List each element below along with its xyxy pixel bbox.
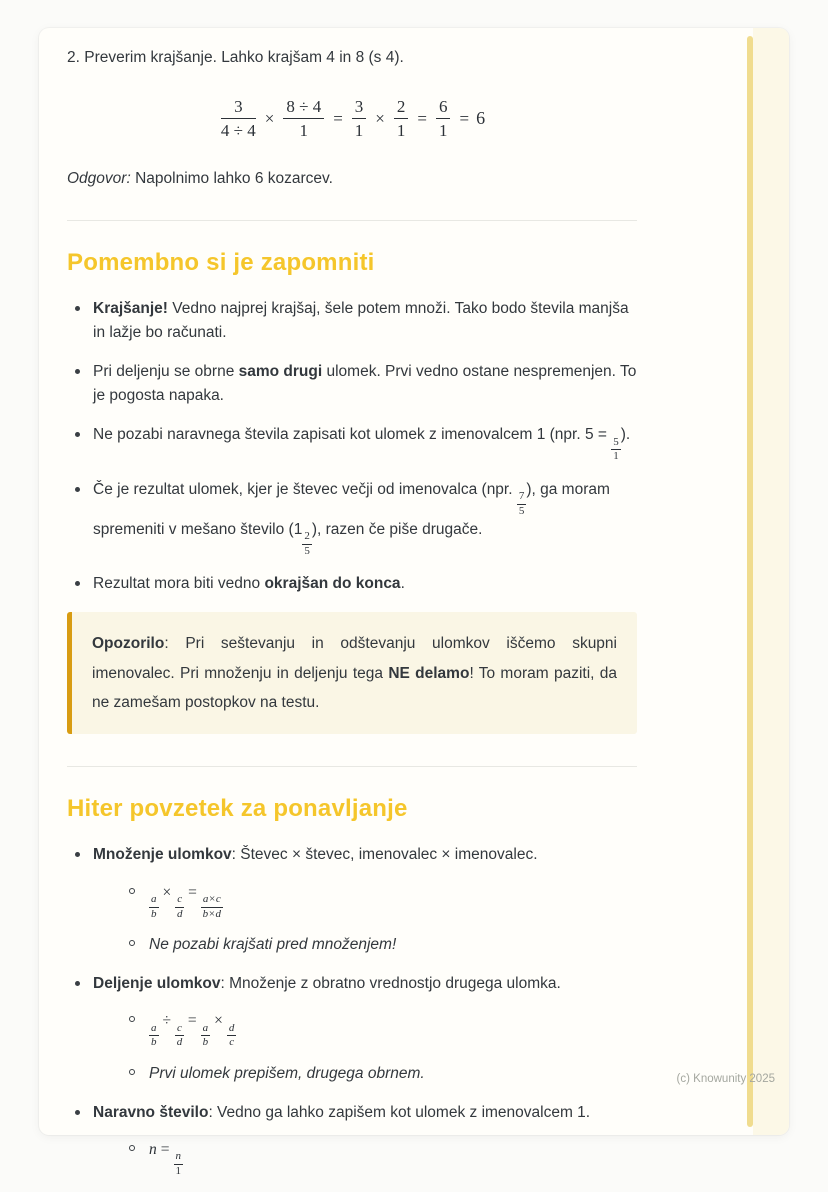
section-title-summary: Hiter povzetek za ponavljanje: [67, 795, 408, 823]
math-formula: [149, 883, 223, 920]
bullet-dot-icon: [75, 306, 80, 311]
math-formula: n = $\frac{n}{1}$: [149, 1140, 181, 1177]
times-operator: ×: [264, 108, 275, 128]
divider: [67, 220, 637, 221]
fraction: $\frac{a\times c}{b\times d}$: [202, 893, 222, 920]
fraction: $\frac{a}{b}$: [151, 893, 157, 920]
warning-callout: Opozorilo: Pri seštevanju in odštevanju ulomkov iščemo skupni imenovalec. Pri množenju in deljenju tega NE delamo! To moram paziti, da ne zamešam postopkov na testu.: [67, 612, 637, 734]
sub-list-item: [123, 881, 637, 921]
fraction: $\frac{d}{c}$: [228, 1021, 235, 1049]
math-formula: [149, 1012, 236, 1049]
equals-operator: =: [188, 883, 197, 901]
answer-text: Napolnimo lahko 6 kozarcev.: [130, 170, 333, 188]
list-item: Množenje ulomkov: Števec × števec, imenovalec × imenovalec. $\frac{a}{b}$ × $\frac{c}{d}$ = $\frac{a\times c}{b\times d}$ Ne pozabi krajšati pred množenjem!: [67, 843, 637, 957]
section-title-important: Pomembno si je zapomniti: [67, 249, 375, 277]
times-operator: ×: [375, 108, 385, 128]
note-text: Ne pozabi krajšati pred množenjem!: [149, 936, 397, 954]
bullet-dot-icon: [75, 487, 80, 492]
page-edge-bar: [747, 36, 753, 1127]
fraction: $\frac{n}{1}$: [175, 1150, 181, 1177]
sub-list-item: [123, 1062, 637, 1086]
fraction: $\frac{c}{d}$: [176, 893, 183, 920]
list-item: Naravno število: Vedno ga lahko zapišem kot ulomek z imenovalcem 1. n = $\frac{n}{1}$: [67, 1101, 637, 1178]
formula-result: 6: [476, 108, 486, 129]
sub-list-item: [123, 1009, 637, 1049]
fraction: $\frac{7}{5}$: [518, 490, 525, 518]
bullet-dot-icon: [75, 432, 80, 437]
equals-operator: =: [160, 1140, 170, 1158]
step-text: 2. Preverim krajšanje. Lahko krajšam 4 in 8 (s 4).: [67, 49, 404, 66]
display-formula: [67, 97, 637, 140]
equals-operator: =: [417, 108, 427, 128]
bullet-dot-icon: [75, 1110, 80, 1115]
sub-list-item: [123, 933, 637, 957]
sub-list-item: [123, 1138, 637, 1178]
list-item: Pri deljenju se obrne samo drugi ulomek. Prvi vedno ostane nespremenjen. To je pogosta napaka.: [67, 360, 637, 408]
bullet-circle-icon: [129, 1145, 135, 1151]
divider: [67, 766, 637, 767]
list-item: Rezultat mora biti vedno okrajšan do konca.: [67, 572, 637, 596]
list-item: Krajšanje! Vedno najprej krajšaj, šele potem množi. Tako bodo števila manjša in lažje bo računati.: [67, 297, 637, 345]
answer-label: Odgovor:: [67, 170, 131, 188]
fraction: $\frac{3}{4 \div 4}$: [220, 97, 256, 141]
list-item: Deljenje ulomkov: Množenje z obratno vrednostjo drugega ulomka. $\frac{a}{b}$ ÷ $\frac{c}{d}$ = $\frac{a}{b}$ × $\frac{d}{c}$ Prvi ulomek prepišem, drugega obrnem.: [67, 972, 637, 1086]
fraction: $\frac{6}{1}$: [436, 97, 451, 140]
note-text: Prvi ulomek prepišem, drugega obrnem.: [149, 1064, 425, 1082]
bullet-circle-icon: [129, 1069, 135, 1075]
solution-step-2: [67, 46, 637, 69]
fraction: $\frac{8 \div 4}{1}$: [283, 97, 324, 140]
bullet-dot-icon: [75, 981, 80, 986]
fraction: $\frac{a}{b}$: [202, 1021, 209, 1049]
equals-operator: =: [187, 1012, 197, 1030]
divide-operator: ÷: [162, 1012, 172, 1030]
list-item: Ne pozabi naravnega števila zapisati kot ulomek z imenovalcem 1 (npr. 5 = $\frac{5}{1}$ ).: [67, 423, 637, 463]
fraction: $\frac{2}{1}$: [394, 97, 409, 140]
important-list: [67, 297, 637, 596]
answer-line: [67, 170, 637, 188]
bullet-dot-icon: [75, 852, 80, 857]
bullet-circle-icon: [129, 1016, 135, 1022]
document-page: [39, 28, 789, 1177]
copyright-footer: (c) Knowunity 2025: [676, 1073, 775, 1085]
times-operator: ×: [162, 883, 172, 901]
times-operator: ×: [214, 1012, 223, 1030]
warning-label: Opozorilo: [92, 635, 165, 653]
bullet-circle-icon: [129, 940, 135, 946]
fraction: $\frac{a}{b}$: [151, 1021, 157, 1049]
fraction: $\frac{c}{d}$: [176, 1021, 183, 1049]
equals-operator: =: [333, 108, 343, 128]
page-content: [67, 28, 637, 1192]
equals-operator: =: [459, 108, 470, 128]
list-item: Če je rezultat ulomek, kjer je števec večji od imenovalca (npr. $\frac{7}{5}$ ), ga moram spremeniti v mešano število (1 $\frac{2}{5}$ ), razen če piše drugače.: [67, 478, 637, 557]
bullet-dot-icon: [75, 581, 80, 586]
fraction: $\frac{5}{1}$: [613, 435, 619, 463]
fraction: $\frac{2}{5}$: [304, 530, 310, 557]
bullet-circle-icon: [129, 888, 135, 894]
summary-list: [67, 843, 637, 1177]
bullet-dot-icon: [75, 369, 80, 374]
page-edge-column: [753, 28, 789, 1135]
fraction: $\frac{3}{1}$: [352, 97, 367, 140]
